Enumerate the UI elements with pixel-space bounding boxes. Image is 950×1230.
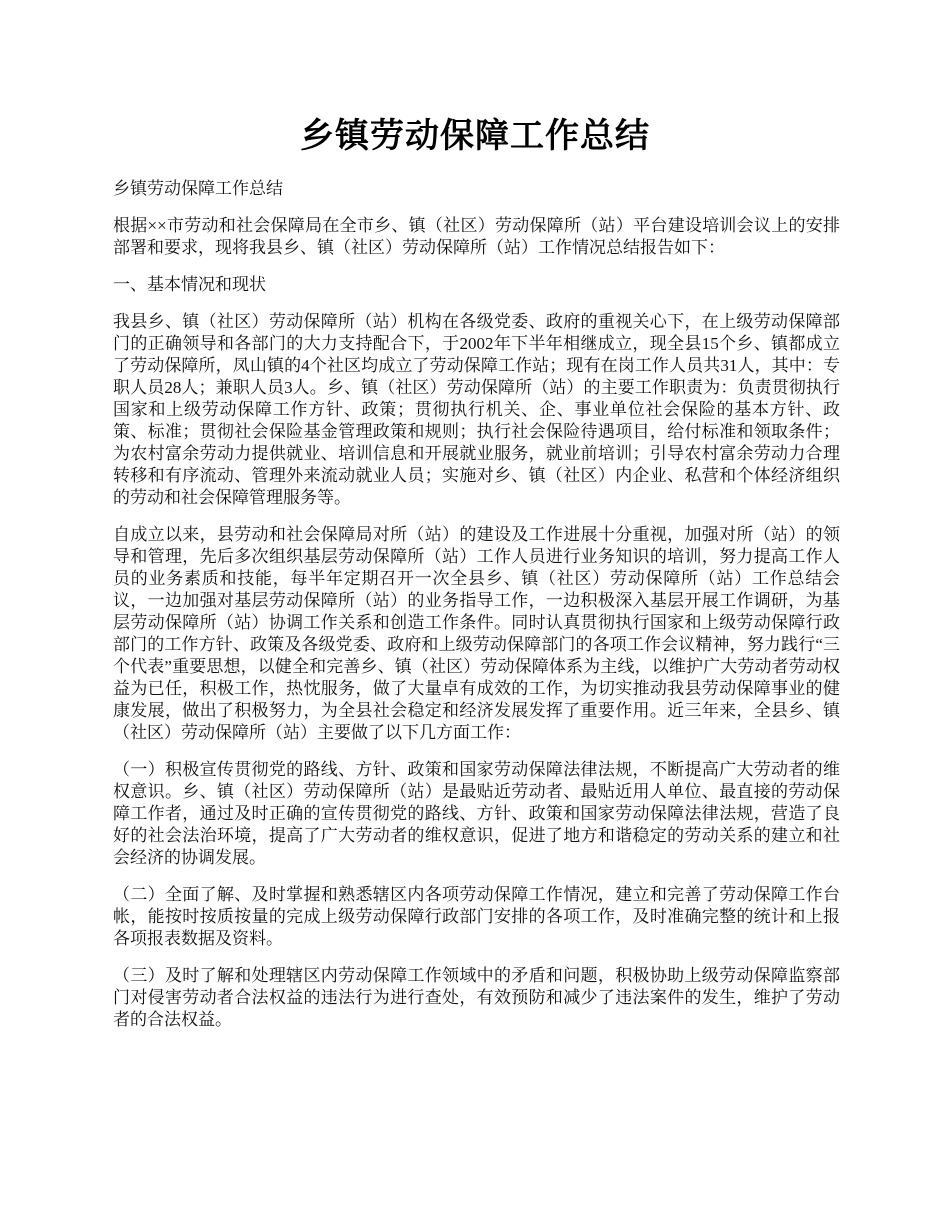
- intro-paragraph: 根据××市劳动和社会保障局在全市乡、镇（社区）劳动保障所（站）平台建设培训会议上的安排部署和要求，现将我县乡、镇（社区）劳动保障所（站）工作情况总结报告如下：: [113, 216, 840, 257]
- subtitle-paragraph: 乡镇劳动保障工作总结: [113, 179, 283, 198]
- document-title: 乡镇劳动保障工作总结: [300, 116, 650, 156]
- section-heading: 一、基本情况和现状: [113, 275, 266, 294]
- work-item-2-paragraph: （二）全面了解、及时掌握和熟悉辖区内各项劳动保障工作情况，建立和完善了劳动保障工作台帐，能按时按质按量的完成上级劳动保障行政部门安排的各项工作，及时准确完整的统计和上报各项报表数据及资料。: [113, 885, 840, 948]
- work-item-3-paragraph: （三）及时了解和处理辖区内劳动保障工作领域中的矛盾和问题，积极协助上级劳动保障监察部门对侵害劳动者合法权益的违法行为进行查处，有效预防和减少了违法案件的发生，维护了劳动者的合法权益。: [113, 966, 840, 1029]
- work-item-1-paragraph: （一）积极宣传贯彻党的路线、方针、政策和国家劳动保障法律法规，不断提高广大劳动者的维权意识。乡、镇（社区）劳动保障所（站）是最贴近劳动者、最贴近用人单位、最直接的劳动保障工作者，通过及时正确的宣传贯彻党的路线、方针、政策和国家劳动保障法律法规，营造了良好的社会法治环境，提高了广大劳动者的维权意识，促进了地方和谐稳定的劳动关系的建立和社会经济的协调发展。: [113, 760, 840, 867]
- document-body: [113, 178, 840, 1046]
- basic-situation-paragraph: 我县乡、镇（社区）劳动保障所（站）机构在各级党委、政府的重视关心下，在上级劳动保障部门的正确领导和各部门的大力支持配合下，于2002年下半年相继成立，现全县15个乡、镇都成立了劳动保障所，凤山镇的4个社区均成立了劳动保障工作站；现有在岗工作人员共31人，其中：专职人员28人；兼职人员3人。乡、镇（社区）劳动保障所（站）的主要工作职责为：负责贯彻执行国家和上级劳动保障工作方针、政策；贯彻执行机关、企、事业单位社会保险的基本方针、政策、标准；贯彻社会保险基金管理政策和规则；执行社会保险待遇项目，给付标准和领取条件；为农村富余劳动力提供就业、培训信息和开展就业服务，就业前培训；引导农村富余劳动力合理转移和有序流动、管理外来流动就业人员；实施对乡、镇（社区）内企业、私营和个体经济组织的劳动和社会保障管理服务等。: [113, 312, 840, 507]
- since-establishment-paragraph: 自成立以来，县劳动和社会保障局对所（站）的建设及工作进展十分重视，加强对所（站）的领导和管理，先后多次组织基层劳动保障所（站）工作人员进行业务知识的培训，努力提高工作人员的业务素质和技能，每半年定期召开一次全县乡、镇（社区）劳动保障所（站）工作总结会议，一边加强对基层劳动保障所（站）的业务指导工作，一边积极深入基层开展工作调研，为基层劳动保障所（站）协调工作关系和创造工作条件。同时认真贯彻执行国家和上级劳动保障行政部门的工作方针、政策及各级党委、政府和上级劳动保障部门的各项工作会议精神，努力践行“三个代表”重要思想，以健全和完善乡、镇（社区）劳动保障体系为主线，以维护广大劳动者劳动权益为已任，积极工作，热忱服务，做了大量卓有成效的工作，为切实推动我县劳动保障事业的健康发展，做出了积极努力，为全县社会稳定和经济发展发挥了重要作用。近三年来，全县乡、镇（社区）劳动保障所（站）主要做了以下几方面工作：: [113, 525, 840, 742]
